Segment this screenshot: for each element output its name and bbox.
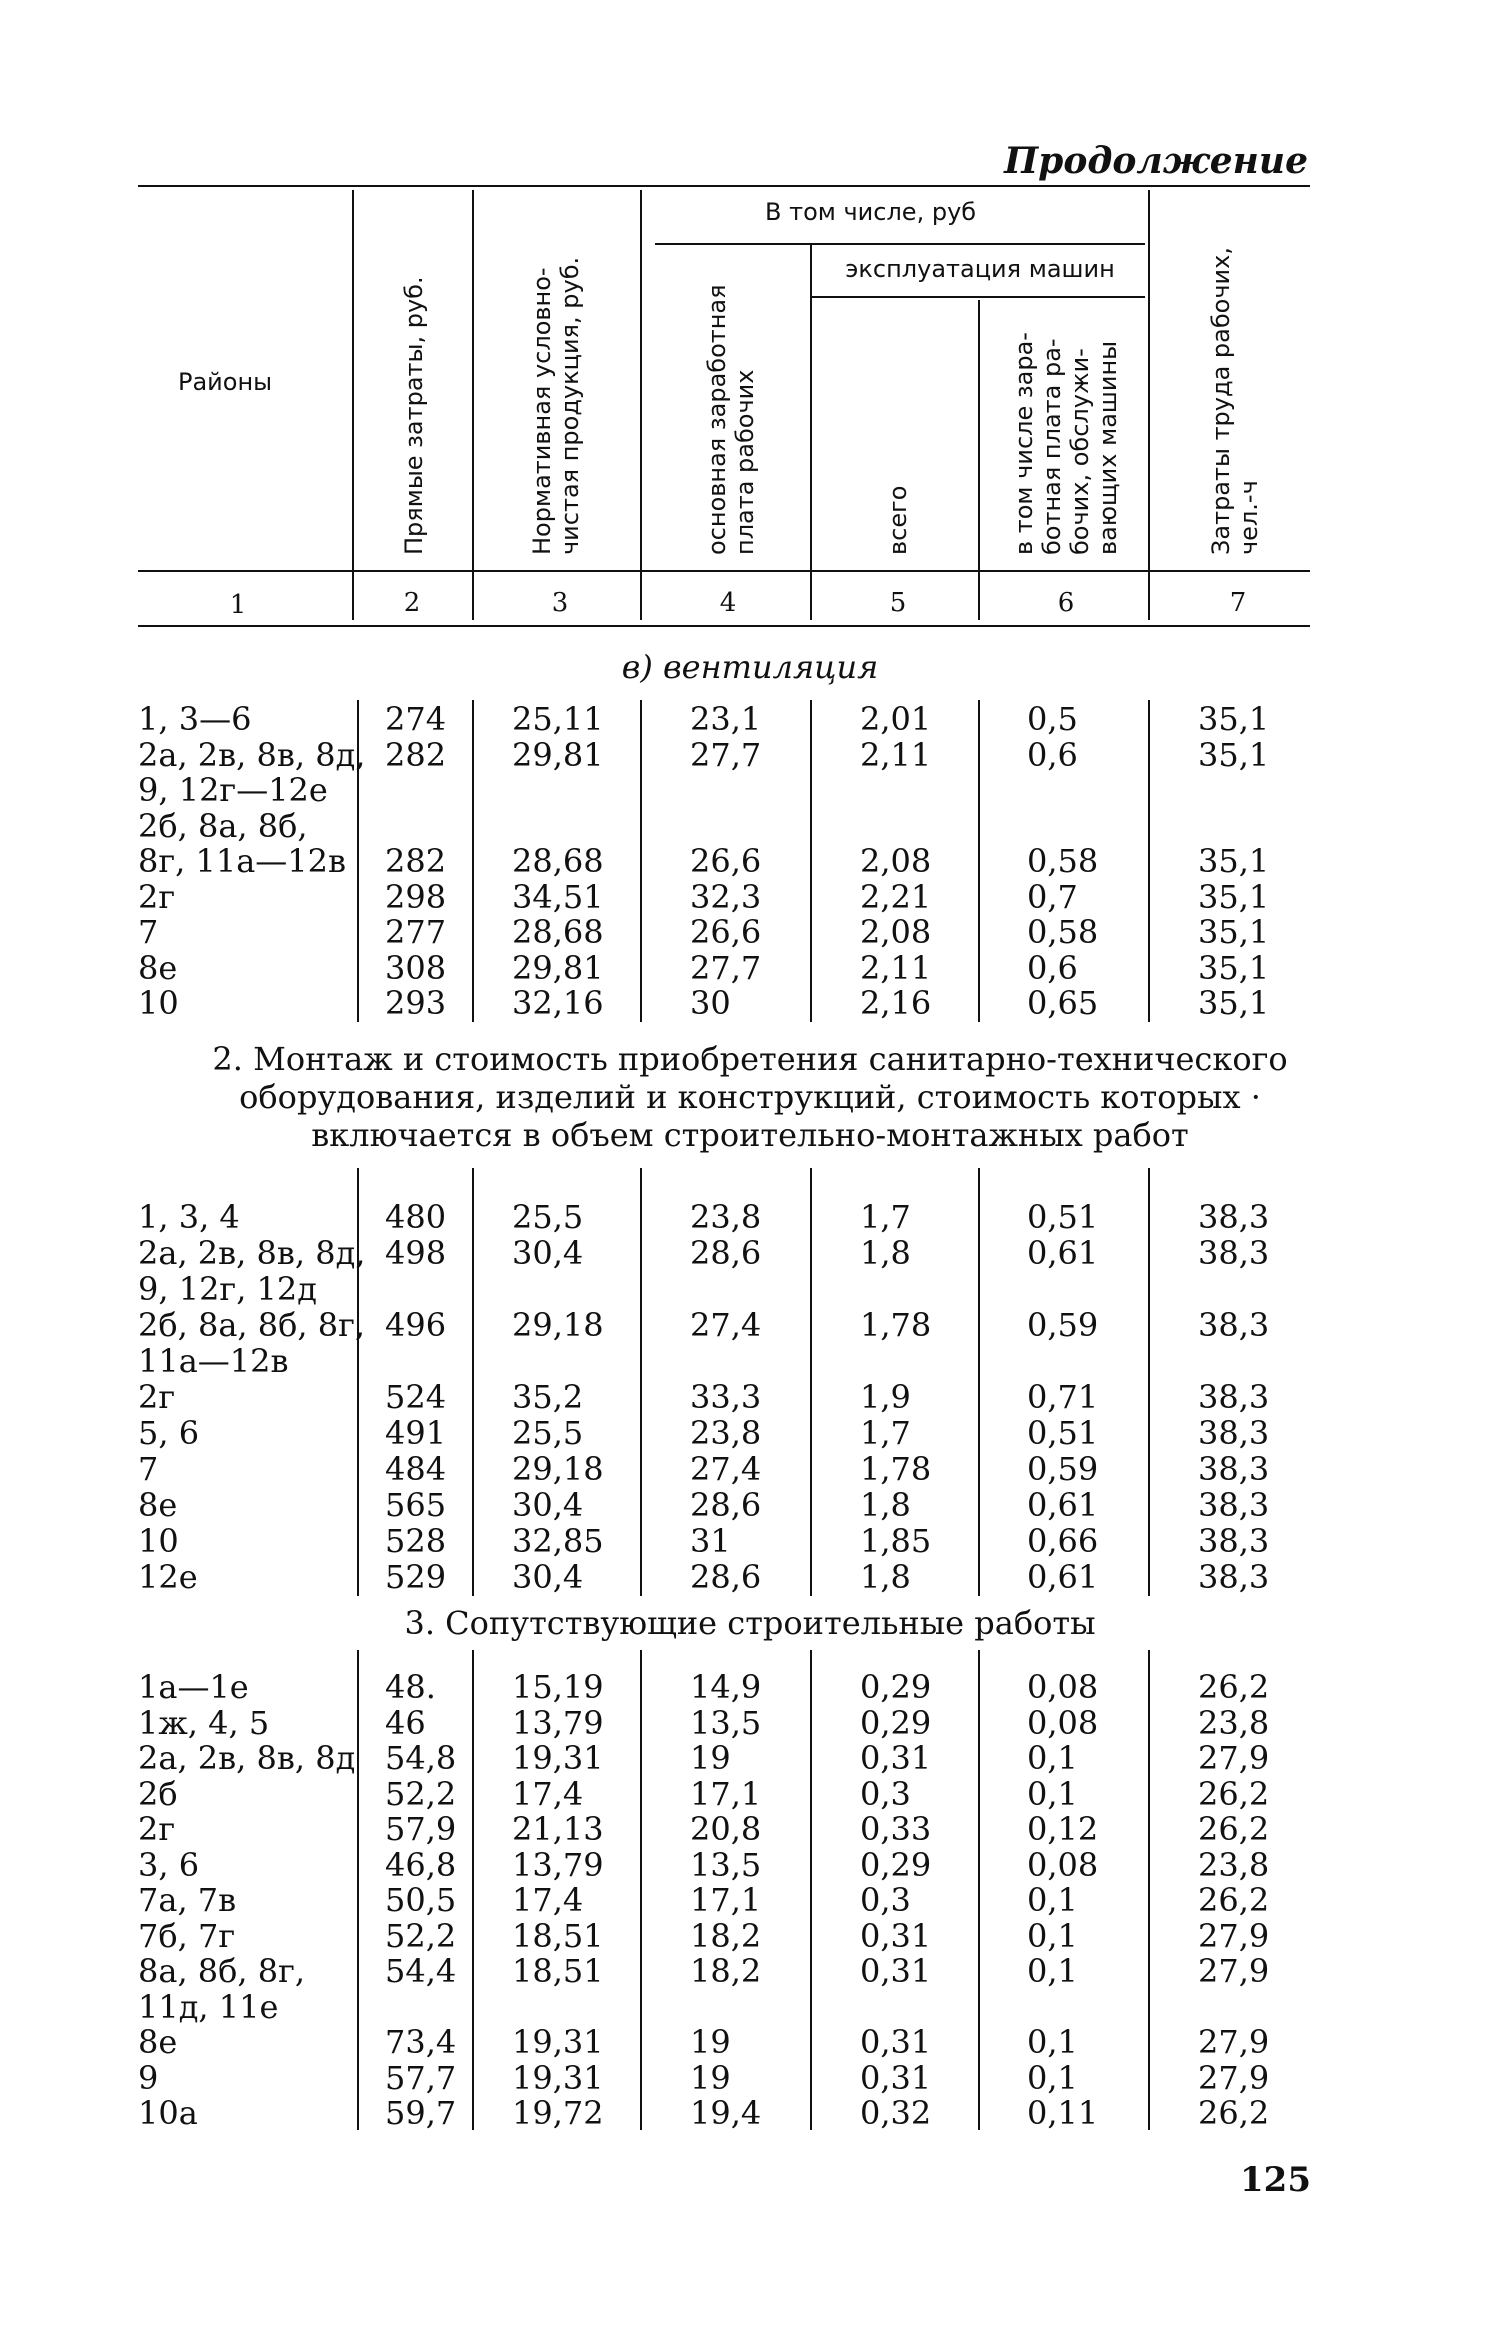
- district-cell: 8е: [138, 1486, 178, 1524]
- value-cell: 30,4: [512, 1234, 584, 1272]
- value-cell: 23,8: [690, 1414, 762, 1452]
- value-cell: 52,2: [385, 1916, 457, 1955]
- value-cell: 2,16: [860, 984, 932, 1022]
- value-cell: 32,85: [512, 1522, 604, 1560]
- column-divider: [357, 1650, 359, 2130]
- value-cell: 1,7: [860, 1198, 911, 1236]
- district-cell: 7а, 7в: [138, 1881, 237, 1919]
- value-cell: 18,51: [512, 1952, 604, 1990]
- value-cell: 18,51: [512, 1916, 604, 1955]
- value-cell: 0,11: [1027, 2094, 1099, 2132]
- value-cell: 0,1: [1027, 1774, 1078, 1813]
- value-cell: 17,1: [690, 1881, 762, 1919]
- value-cell: 0,31: [860, 1916, 932, 1955]
- value-cell: 26,2: [1198, 2094, 1270, 2132]
- value-cell: 0,59: [1027, 1306, 1099, 1344]
- value-cell: 0,1: [1027, 1881, 1078, 1919]
- value-cell: 274: [385, 700, 447, 738]
- value-cell: 19,31: [512, 2058, 604, 2097]
- value-cell: 0,61: [1027, 1486, 1099, 1524]
- value-cell: 35,1: [1198, 842, 1270, 880]
- value-cell: 25,11: [512, 700, 604, 738]
- value-cell: 19: [690, 2023, 731, 2061]
- value-cell: 32,16: [512, 984, 604, 1022]
- value-cell: 308: [385, 948, 447, 987]
- column-divider: [1148, 1168, 1150, 1596]
- value-cell: 35,1: [1198, 913, 1270, 951]
- value-cell: 1,8: [860, 1558, 911, 1596]
- column-divider: [357, 1168, 359, 1596]
- value-cell: 0,08: [1027, 1845, 1099, 1884]
- col-number: 4: [719, 588, 737, 618]
- col-number: 7: [1229, 588, 1247, 618]
- value-cell: 17,4: [512, 1774, 584, 1813]
- value-cell: 26,6: [690, 913, 762, 951]
- value-cell: 0,3: [860, 1774, 911, 1813]
- value-cell: 23,8: [1198, 1703, 1270, 1742]
- value-cell: 50,5: [385, 1881, 457, 1919]
- column-divider: [810, 1650, 812, 2130]
- header-divider: [352, 190, 354, 620]
- value-cell: 0,51: [1027, 1414, 1099, 1452]
- value-cell: 0,08: [1027, 1668, 1099, 1706]
- col-header-incl-wage: в том числе зара- ботная плата ра- бочих, обслужи- вающих машины: [1010, 332, 1122, 555]
- value-cell: 54,4: [385, 1952, 457, 1990]
- column-divider: [472, 700, 474, 1022]
- col-number: 5: [889, 588, 907, 618]
- value-cell: 2,08: [860, 913, 932, 951]
- col-header-base-wage: основная заработная плата рабочих: [703, 284, 759, 555]
- value-cell: 15,19: [512, 1668, 604, 1706]
- value-cell: 27,7: [690, 735, 762, 774]
- value-cell: 0,1: [1027, 1952, 1078, 1990]
- value-cell: 13,79: [512, 1703, 604, 1742]
- col-number: 2: [403, 588, 421, 618]
- value-cell: 28,6: [690, 1558, 762, 1596]
- header-divider: [472, 190, 474, 620]
- value-cell: 565: [385, 1486, 447, 1524]
- including-rule: [655, 243, 1145, 245]
- value-cell: 57,7: [385, 2058, 457, 2097]
- header-divider: [978, 300, 980, 620]
- district-cell: 7: [138, 913, 159, 951]
- value-cell: 48.: [385, 1668, 436, 1706]
- column-divider: [810, 1168, 812, 1596]
- value-cell: 38,3: [1198, 1558, 1270, 1596]
- value-cell: 59,7: [385, 2094, 457, 2132]
- value-cell: 29,81: [512, 948, 604, 987]
- value-cell: 13,5: [690, 1703, 762, 1742]
- value-cell: 496: [385, 1306, 447, 1344]
- district-cell: 10а: [138, 2094, 198, 2132]
- col-header-normative-output: Нормативная условно- чистая продукция, руб.: [528, 256, 584, 555]
- value-cell: 29,81: [512, 735, 604, 774]
- col-header-direct-costs: Прямые затраты, руб.: [400, 276, 428, 555]
- district-cell: 2г: [138, 1810, 176, 1848]
- value-cell: 0,33: [860, 1810, 932, 1848]
- value-cell: 1,8: [860, 1234, 911, 1272]
- value-cell: 0,31: [860, 1952, 932, 1990]
- col-number: 1: [229, 590, 247, 620]
- value-cell: 0,29: [860, 1703, 932, 1742]
- value-cell: 19,31: [512, 2023, 604, 2061]
- column-divider: [472, 1650, 474, 2130]
- value-cell: 0,65: [1027, 984, 1099, 1022]
- district-cell: 8е: [138, 948, 178, 987]
- value-cell: 26,2: [1198, 1881, 1270, 1919]
- district-cell: 2б, 8а, 8б,: [138, 806, 308, 845]
- value-cell: 28,68: [512, 842, 604, 880]
- column-divider: [1148, 1650, 1150, 2130]
- district-cell: 9: [138, 2058, 159, 2097]
- value-cell: 27,9: [1198, 1952, 1270, 1990]
- continuation-label: Продолжение: [1004, 140, 1308, 182]
- value-cell: 0,32: [860, 2094, 932, 2132]
- value-cell: 35,1: [1198, 984, 1270, 1022]
- value-cell: 298: [385, 877, 447, 916]
- value-cell: 27,7: [690, 948, 762, 987]
- district-cell: 1ж, 4, 5: [138, 1703, 270, 1742]
- value-cell: 17,4: [512, 1881, 584, 1919]
- district-cell: 8г, 11а—12в: [138, 842, 346, 880]
- value-cell: 33,3: [690, 1378, 762, 1416]
- district-cell: 7б, 7г: [138, 1916, 236, 1955]
- value-cell: 0,1: [1027, 2023, 1078, 2061]
- value-cell: 23,8: [1198, 1845, 1270, 1884]
- value-cell: 0,61: [1027, 1234, 1099, 1272]
- district-cell: 9, 12г—12е: [138, 771, 328, 809]
- value-cell: 2,11: [860, 948, 932, 987]
- value-cell: 0,66: [1027, 1522, 1099, 1560]
- value-cell: 0,31: [860, 2058, 932, 2097]
- value-cell: 524: [385, 1378, 447, 1416]
- value-cell: 19: [690, 2058, 731, 2097]
- value-cell: 25,5: [512, 1198, 584, 1236]
- column-divider: [640, 1168, 642, 1596]
- col-header-machine-operation: эксплуатация машин: [845, 255, 1115, 283]
- header-bottom-rule: [138, 570, 1310, 572]
- value-cell: 19,72: [512, 2094, 604, 2132]
- value-cell: 35,2: [512, 1378, 584, 1416]
- value-cell: 498: [385, 1234, 447, 1272]
- value-cell: 27,9: [1198, 2023, 1270, 2061]
- value-cell: 13,79: [512, 1845, 604, 1884]
- column-divider: [640, 700, 642, 1022]
- value-cell: 32,3: [690, 877, 762, 916]
- value-cell: 0,31: [860, 2023, 932, 2061]
- colnum-bottom-rule: [138, 625, 1310, 627]
- value-cell: 0,58: [1027, 913, 1099, 951]
- district-cell: 2а, 2в, 8в, 8д,: [138, 735, 366, 774]
- value-cell: 19,4: [690, 2094, 762, 2132]
- district-cell: 8е: [138, 2023, 178, 2061]
- col-number: 6: [1057, 588, 1075, 618]
- value-cell: 0,5: [1027, 700, 1078, 738]
- value-cell: 38,3: [1198, 1306, 1270, 1344]
- value-cell: 0,6: [1027, 948, 1078, 987]
- column-divider: [978, 1650, 980, 2130]
- col-number: 3: [551, 588, 569, 618]
- value-cell: 1,78: [860, 1450, 932, 1488]
- value-cell: 1,9: [860, 1378, 911, 1416]
- district-cell: 11д, 11е: [138, 1987, 279, 2026]
- value-cell: 0,51: [1027, 1198, 1099, 1236]
- value-cell: 1,8: [860, 1486, 911, 1524]
- value-cell: 35,1: [1198, 700, 1270, 738]
- value-cell: 27,9: [1198, 1739, 1270, 1777]
- value-cell: 13,5: [690, 1845, 762, 1884]
- value-cell: 38,3: [1198, 1234, 1270, 1272]
- value-cell: 27,9: [1198, 2058, 1270, 2097]
- district-cell: 10: [138, 1522, 179, 1560]
- value-cell: 38,3: [1198, 1378, 1270, 1416]
- col-header-total: всего: [884, 485, 912, 555]
- section-title-installation: 2. Монтаж и стоимость приобретения санитарно-технического оборудования, изделий и конструкций, стоимость которых · включается в объем строительно-монтажных работ: [212, 1040, 1288, 1154]
- value-cell: 38,3: [1198, 1198, 1270, 1236]
- header-divider: [640, 190, 642, 620]
- district-cell: 12е: [138, 1558, 198, 1596]
- section-title-ventilation: в) вентиляция: [621, 648, 879, 686]
- value-cell: 26,2: [1198, 1668, 1270, 1706]
- value-cell: 484: [385, 1450, 447, 1488]
- value-cell: 26,6: [690, 842, 762, 880]
- value-cell: 20,8: [690, 1810, 762, 1848]
- value-cell: 0,7: [1027, 877, 1078, 916]
- column-divider: [640, 1650, 642, 2130]
- district-cell: 5, 6: [138, 1414, 200, 1452]
- value-cell: 29,18: [512, 1450, 604, 1488]
- value-cell: 46: [385, 1703, 426, 1742]
- header-divider: [810, 245, 812, 620]
- value-cell: 29,18: [512, 1306, 604, 1344]
- value-cell: 529: [385, 1558, 447, 1596]
- value-cell: 293: [385, 984, 447, 1022]
- district-cell: 2б, 8а, 8б, 8г,: [138, 1306, 366, 1344]
- value-cell: 25,5: [512, 1414, 584, 1452]
- value-cell: 52,2: [385, 1774, 457, 1813]
- value-cell: 38,3: [1198, 1414, 1270, 1452]
- district-cell: 7: [138, 1450, 159, 1488]
- value-cell: 28,68: [512, 913, 604, 951]
- value-cell: 30,4: [512, 1558, 584, 1596]
- district-cell: 2а, 2в, 8в, 8д: [138, 1739, 356, 1777]
- value-cell: 34,51: [512, 877, 604, 916]
- value-cell: 54,8: [385, 1739, 457, 1777]
- value-cell: 57,9: [385, 1810, 457, 1848]
- district-cell: 1, 3, 4: [138, 1198, 240, 1236]
- value-cell: 46,8: [385, 1845, 457, 1884]
- value-cell: 0,29: [860, 1668, 932, 1706]
- district-cell: 11а—12в: [138, 1342, 289, 1380]
- value-cell: 28,6: [690, 1234, 762, 1272]
- value-cell: 491: [385, 1414, 447, 1452]
- value-cell: 528: [385, 1522, 447, 1560]
- district-cell: 2б: [138, 1774, 178, 1813]
- value-cell: 18,2: [690, 1952, 762, 1990]
- district-cell: 10: [138, 984, 179, 1022]
- machine-rule: [810, 296, 1145, 298]
- value-cell: 0,12: [1027, 1810, 1099, 1848]
- column-divider: [1148, 700, 1150, 1022]
- header-top-rule: [138, 185, 1310, 187]
- value-cell: 2,08: [860, 842, 932, 880]
- value-cell: 2,01: [860, 700, 932, 738]
- value-cell: 1,7: [860, 1414, 911, 1452]
- value-cell: 2,21: [860, 877, 932, 916]
- district-cell: 2г: [138, 877, 176, 916]
- district-cell: 8а, 8б, 8г,: [138, 1952, 306, 1990]
- district-cell: 2а, 2в, 8в, 8д,: [138, 1234, 366, 1272]
- page-number: 125: [1240, 2160, 1311, 2200]
- value-cell: 27,4: [690, 1450, 762, 1488]
- column-divider: [810, 700, 812, 1022]
- district-cell: 9, 12г, 12д: [138, 1270, 317, 1308]
- value-cell: 0,58: [1027, 842, 1099, 880]
- value-cell: 1,78: [860, 1306, 932, 1344]
- value-cell: 30: [690, 984, 731, 1022]
- district-cell: 1, 3—6: [138, 700, 252, 738]
- value-cell: 35,1: [1198, 735, 1270, 774]
- value-cell: 282: [385, 842, 447, 880]
- value-cell: 26,2: [1198, 1810, 1270, 1848]
- value-cell: 19: [690, 1739, 731, 1777]
- district-cell: 1а—1е: [138, 1668, 249, 1706]
- value-cell: 26,2: [1198, 1774, 1270, 1813]
- value-cell: 35,1: [1198, 948, 1270, 987]
- value-cell: 18,2: [690, 1916, 762, 1955]
- value-cell: 0,3: [860, 1881, 911, 1919]
- value-cell: 27,9: [1198, 1916, 1270, 1955]
- header-divider: [1148, 190, 1150, 620]
- value-cell: 23,1: [690, 700, 762, 738]
- value-cell: 277: [385, 913, 447, 951]
- value-cell: 38,3: [1198, 1522, 1270, 1560]
- value-cell: 0,29: [860, 1845, 932, 1884]
- value-cell: 27,4: [690, 1306, 762, 1344]
- column-divider: [472, 1168, 474, 1596]
- col-header-including: В том числе, руб: [765, 198, 977, 226]
- value-cell: 1,85: [860, 1522, 932, 1560]
- section-title-related-works: 3. Сопутствующие строительные работы: [404, 1604, 1096, 1642]
- value-cell: 0,71: [1027, 1378, 1099, 1416]
- value-cell: 38,3: [1198, 1450, 1270, 1488]
- col-header-labor-costs: Затраты труда рабочих, чел.-ч: [1207, 247, 1263, 555]
- value-cell: 480: [385, 1198, 447, 1236]
- value-cell: 0,08: [1027, 1703, 1099, 1742]
- value-cell: 0,6: [1027, 735, 1078, 774]
- value-cell: 0,1: [1027, 1916, 1078, 1955]
- value-cell: 30,4: [512, 1486, 584, 1524]
- value-cell: 14,9: [690, 1668, 762, 1706]
- value-cell: 0,1: [1027, 2058, 1078, 2097]
- district-cell: 2г: [138, 1378, 176, 1416]
- value-cell: 73,4: [385, 2023, 457, 2061]
- value-cell: 2,11: [860, 735, 932, 774]
- value-cell: 0,61: [1027, 1558, 1099, 1596]
- value-cell: 35,1: [1198, 877, 1270, 916]
- column-divider: [978, 1168, 980, 1596]
- value-cell: 38,3: [1198, 1486, 1270, 1524]
- col-header-districts: Районы: [178, 368, 273, 396]
- value-cell: 19,31: [512, 1739, 604, 1777]
- value-cell: 0,1: [1027, 1739, 1078, 1777]
- value-cell: 21,13: [512, 1810, 604, 1848]
- value-cell: 31: [690, 1522, 731, 1560]
- value-cell: 0,31: [860, 1739, 932, 1777]
- value-cell: 28,6: [690, 1486, 762, 1524]
- value-cell: 23,8: [690, 1198, 762, 1236]
- value-cell: 17,1: [690, 1774, 762, 1813]
- district-cell: 3, 6: [138, 1845, 200, 1884]
- value-cell: 282: [385, 735, 447, 774]
- column-divider: [978, 700, 980, 1022]
- value-cell: 0,59: [1027, 1450, 1099, 1488]
